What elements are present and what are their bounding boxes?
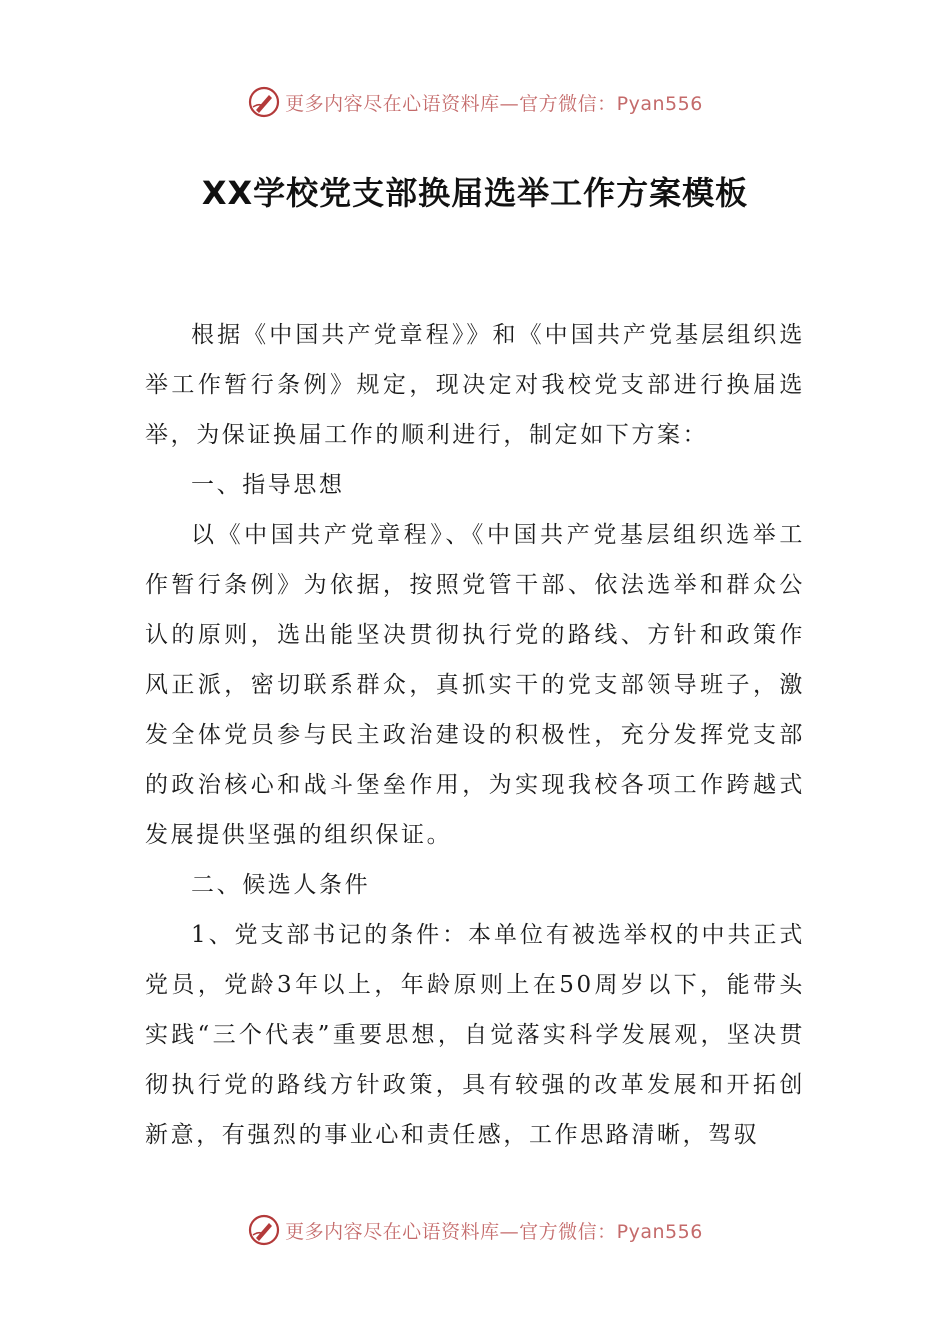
document-title: XX学校党支部换届选举工作方案模板 — [201, 174, 749, 212]
footer-banner — [0, 1208, 950, 1252]
header-banner — [0, 80, 950, 124]
header-banner-text: 更多内容尽在心语资料库—官方微信：Pyan556 — [285, 92, 703, 115]
paragraph-guiding-ideology: 以《中国共产党章程》、《中国共产党基层组织选举工作暂行条例》为依据，按照党管干部、依法选举和群众公认的原则，选出能坚决贯彻执行党的路线、方针和政策作风正派，密切联系群众，真抓实干的党支部领导班子，激发全体党员参与民主政治建设的积极性，充分发挥党支部的政治核心和战斗堡垒作用，为实现我校各项工作跨越式发展提供坚强的组织保证。 — [145, 522, 805, 848]
pen-logo-icon — [247, 85, 281, 119]
paragraph-secretary-conditions: 1、党支部书记的条件：本单位有被选举权的中共正式党员，党龄3年以上，年龄原则上在50周岁以下，能带头实践“三个代表”重要思想，自觉落实科学发展观，坚决贯彻执行党的路线方针政策，具有较强的改革发展和开拓创新意，有强烈的事业心和责任感，工作思路清晰，驾驭 — [145, 922, 805, 1148]
pen-logo-icon — [247, 1213, 281, 1247]
document-body — [145, 310, 805, 1160]
footer-banner-text: 更多内容尽在心语资料库—官方微信：Pyan556 — [285, 1220, 703, 1243]
section-heading-candidate-conditions: 二、候选人条件 — [191, 872, 371, 898]
section-heading-guiding-ideology: 一、指导思想 — [191, 472, 345, 498]
paragraph-intro: 根据《中国共产党章程》》和《中国共产党基层组织选举工作暂行条例》规定，现决定对我校党支部进行换届选举，为保证换届工作的顺利进行，制定如下方案： — [145, 322, 805, 448]
